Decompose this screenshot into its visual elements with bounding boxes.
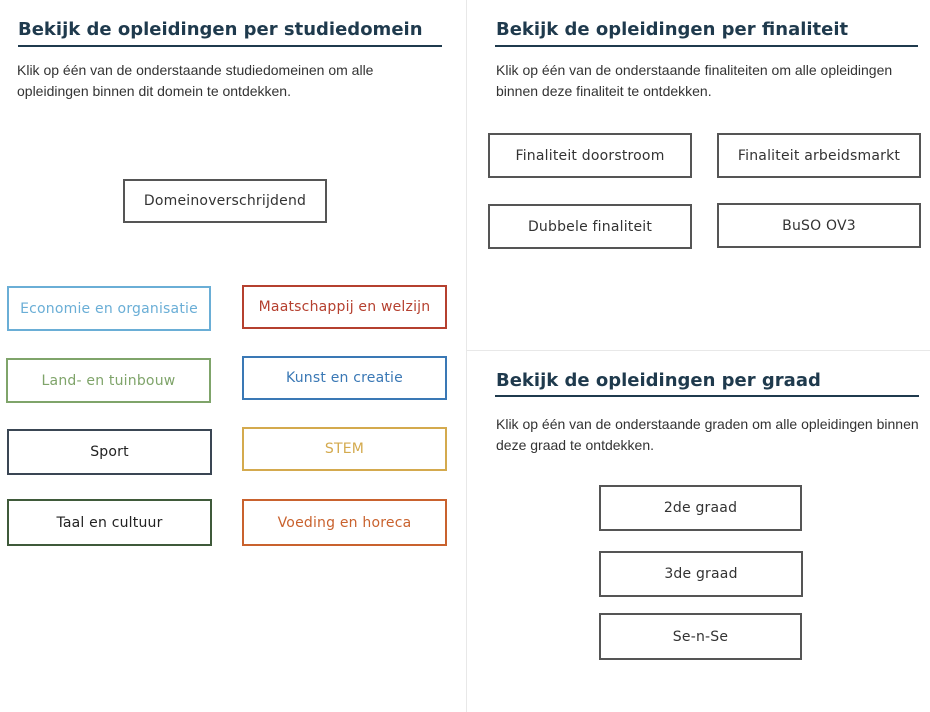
domain-button-taal-en-cultuur[interactable]: Taal en cultuur [7, 499, 212, 546]
finaliteit-title: Bekijk de opleidingen per finaliteit [496, 19, 849, 40]
graad-description: Klik op één van de onderstaande graden om alle opleidingen binnen deze graad te ontdekken. [496, 416, 919, 453]
domain-button-sport[interactable]: Sport [7, 429, 212, 475]
graad-button-2de-graad[interactable]: 2de graad [599, 485, 802, 531]
graad-title-rule [495, 395, 919, 397]
finaliteit-description: Klik op één van de onderstaande finaliteiten om alle opleidingen binnen deze finaliteit te ontdekken. [496, 62, 893, 99]
finaliteit-button-dubbele[interactable]: Dubbele finaliteit [488, 204, 692, 249]
finaliteit-button-doorstroom[interactable]: Finaliteit doorstroom [488, 133, 692, 178]
domain-button-economie-en-organisatie[interactable]: Economie en organisatie [7, 286, 211, 331]
graad-title: Bekijk de opleidingen per graad [496, 370, 821, 391]
studiedomein-title: Bekijk de opleidingen per studiedomein [18, 19, 423, 40]
vertical-divider [466, 0, 467, 712]
finaliteit-button-arbeidsmarkt[interactable]: Finaliteit arbeidsmarkt [717, 133, 921, 178]
finaliteit-title-rule [495, 45, 918, 47]
domain-button-maatschappij-en-welzijn[interactable]: Maatschappij en welzijn [242, 285, 447, 329]
domain-button-domeinoverschrijdend[interactable]: Domeinoverschrijdend [123, 179, 327, 223]
studiedomein-title-rule [18, 45, 442, 47]
domain-button-land-en-tuinbouw[interactable]: Land- en tuinbouw [6, 358, 211, 403]
domain-button-voeding-en-horeca[interactable]: Voeding en horeca [242, 499, 447, 546]
finaliteit-button-buso-ov3[interactable]: BuSO OV3 [717, 203, 921, 248]
studiedomein-description: Klik op één van de onderstaande studiedomeinen om alle opleidingen binnen dit domein te ontdekken. [17, 62, 374, 99]
horizontal-divider [467, 350, 930, 351]
graad-button-3de-graad[interactable]: 3de graad [599, 551, 803, 597]
domain-button-stem[interactable]: STEM [242, 427, 447, 471]
domain-button-kunst-en-creatie[interactable]: Kunst en creatie [242, 356, 447, 400]
graad-button-se-n-se[interactable]: Se-n-Se [599, 613, 802, 660]
